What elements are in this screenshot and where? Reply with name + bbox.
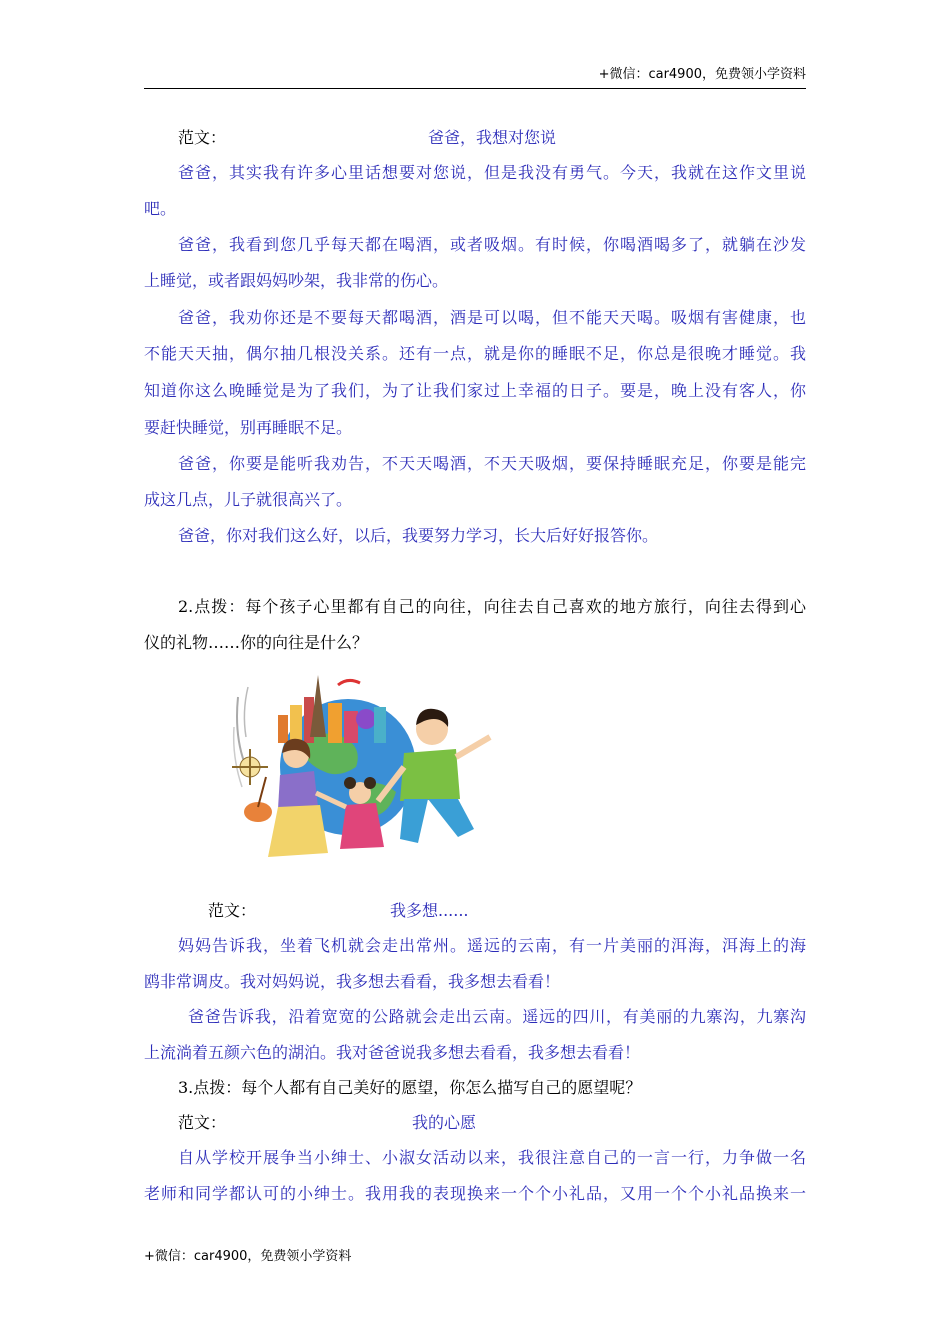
section1-line: 爸爸，你要是能听我劝告，不天天喝酒，不天天吸烟，要保持睡眠充足，你要是能完 bbox=[178, 454, 806, 473]
section3-title: 我的心愿 bbox=[412, 1113, 477, 1132]
section2-line: 妈妈告诉我，坐着飞机就会走出常州。遥远的云南，有一片美丽的洱海，洱海上的海 bbox=[178, 936, 806, 955]
section1-label: 范文： bbox=[178, 128, 227, 147]
section2-label: 范文： bbox=[208, 901, 257, 920]
section1-line: 成这几点，儿子就很高兴了。 bbox=[144, 490, 353, 509]
section2-line: 鸥非常调皮。我对妈妈说，我多想去看看，我多想去看看！ bbox=[144, 972, 561, 991]
section3-label: 范文： bbox=[178, 1113, 227, 1132]
section2-title: 我多想...... bbox=[390, 901, 469, 920]
section1-line: 要赶快睡觉，别再睡眠不足。 bbox=[144, 418, 353, 437]
section2-prompt-line: 仪的礼物……你的向往是什么？ bbox=[144, 633, 369, 652]
section3-prompt: 3.点拨：每个人都有自己美好的愿望，你怎么描写自己的愿望呢？ bbox=[178, 1078, 642, 1097]
section2-prompt-line: 2.点拨：每个孩子心里都有自己的向往，向往去自己喜欢的地方旅行，向往去得到心 bbox=[178, 597, 806, 616]
section1-line: 爸爸，我劝你还是不要每天都喝酒，酒是可以喝，但不能天天喝。吸烟有害健康，也 bbox=[178, 308, 806, 327]
section1-line: 爸爸，我看到您几乎每天都在喝酒，或者吸烟。有时候，你喝酒喝多了，就躺在沙发 bbox=[178, 235, 806, 254]
section1-line: 爸爸，其实我有许多心里话想要对您说，但是我没有勇气。今天，我就在这作文里说 bbox=[178, 163, 806, 182]
header-text: +微信：car4900，免费领小学资料 bbox=[598, 67, 806, 82]
section1-line: 上睡觉，或者跟妈妈吵架，我非常的伤心。 bbox=[144, 271, 449, 290]
section1-line: 不能天天抽，偶尔抽几根没关系。还有一点，就是你的睡眠不足，你总是很晚才睡觉。我 bbox=[144, 344, 806, 363]
page-header bbox=[144, 66, 806, 89]
section1-line: 知道你这么晚睡觉是为了我们，为了让我们家过上幸福的日子。要是，晚上没有客人，你 bbox=[144, 381, 806, 400]
section2-line: 上流淌着五颜六色的湖泊。我对爸爸说我多想去看看，我多想去看看！ bbox=[144, 1043, 641, 1062]
section2-line: 爸爸告诉我，沿着宽宽的公路就会走出云南。遥远的四川，有美丽的九寨沟，九寨沟 bbox=[188, 1007, 806, 1026]
section1-title: 爸爸，我想对您说 bbox=[428, 128, 557, 147]
section3-line: 自从学校开展争当小绅士、小淑女活动以来，我很注意自己的一言一行，力争做一名 bbox=[178, 1148, 806, 1167]
section1-line: 吧。 bbox=[144, 199, 177, 218]
section1-line: 爸爸，你对我们这么好，以后，我要努力学习，长大后好好报答你。 bbox=[178, 526, 659, 545]
travel-family-illustration bbox=[228, 667, 504, 873]
page-footer: +微信：car4900，免费领小学资料 bbox=[144, 1249, 352, 1264]
section3-line: 老师和同学都认可的小绅士。我用我的表现换来一个个小礼品，又用一个个小礼品换来一 bbox=[144, 1184, 806, 1203]
